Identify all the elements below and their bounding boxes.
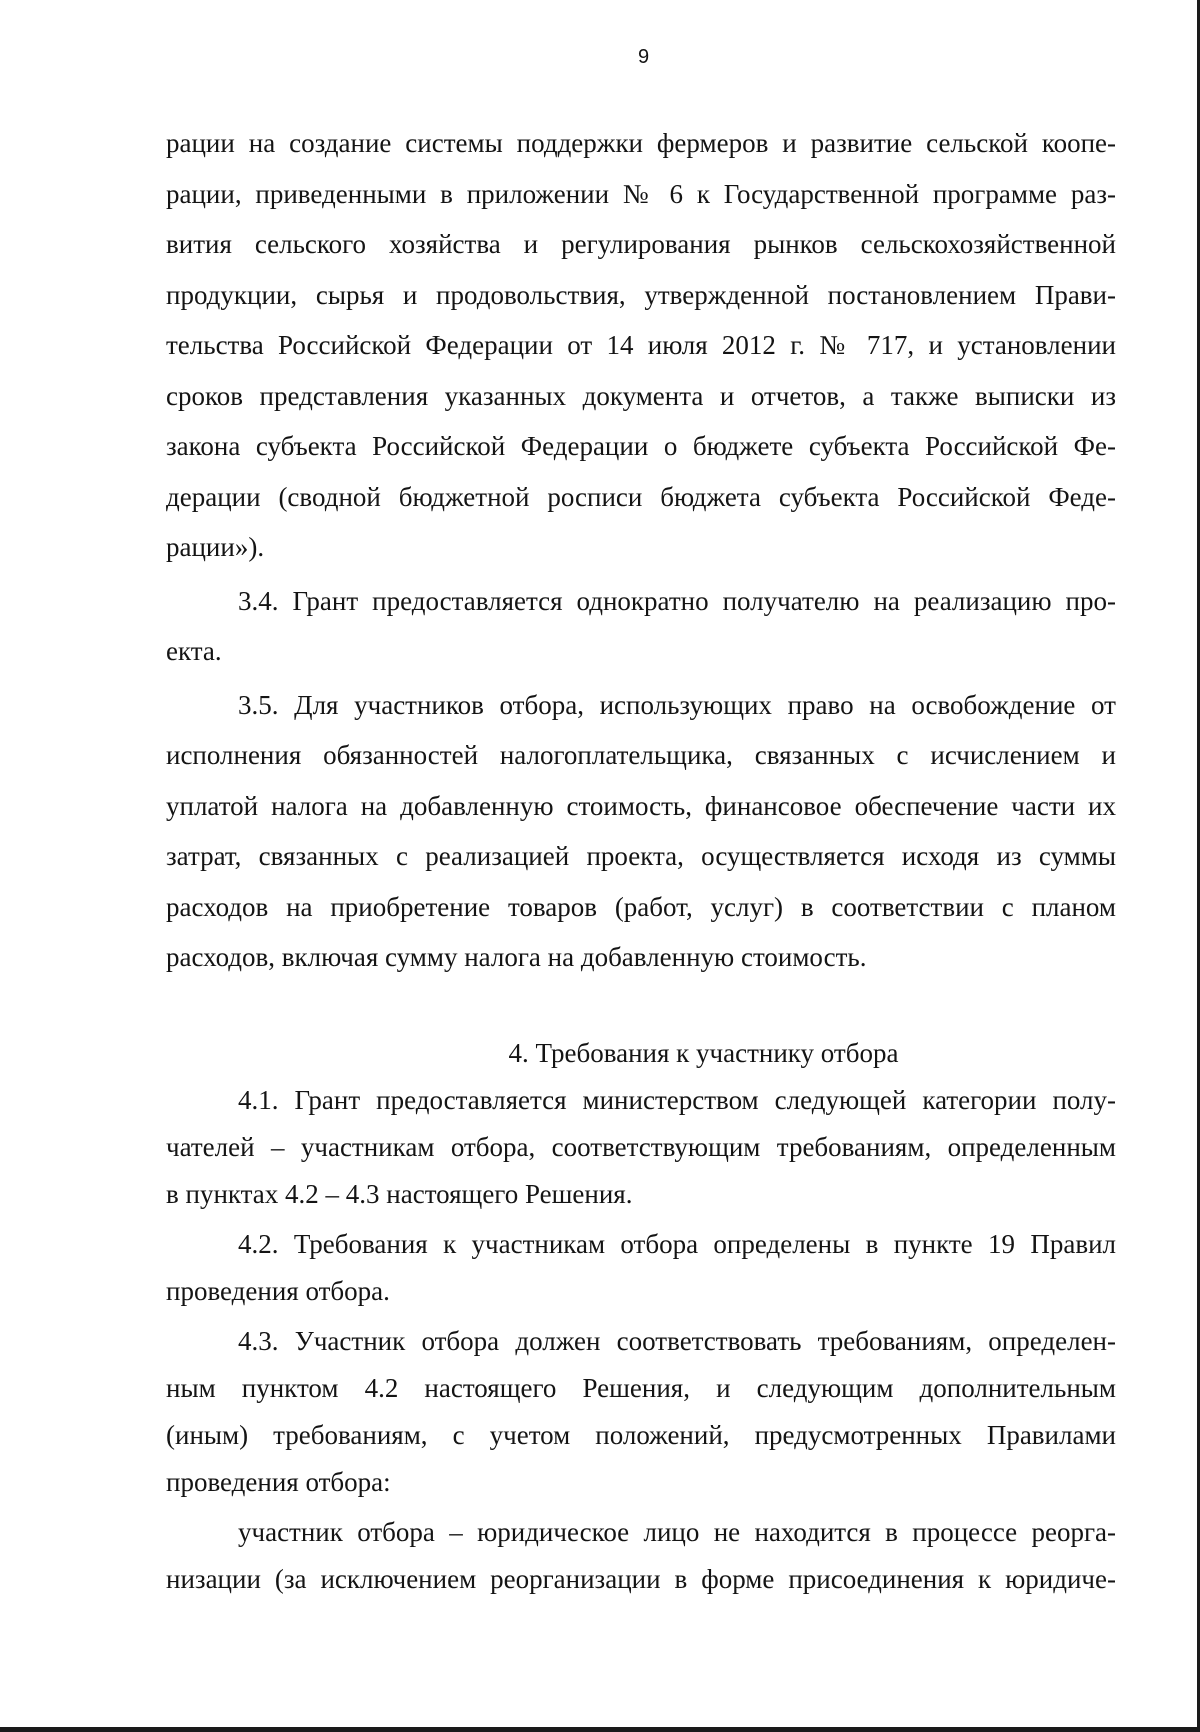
- text-line: затрат, связанных с реализацией проекта, осуществляется исходя из суммы: [166, 841, 1116, 871]
- text-line: 3.5. Для участников отбора, использующих право на освобождение от: [238, 689, 1116, 720]
- text-line: чателей – участникам отбора, соответствующим требованиям, определенным: [166, 1131, 1116, 1162]
- text-line: исполнения обязанностей налогоплательщика, связанных с исчислением и: [166, 740, 1116, 770]
- text-line: ным пунктом 4.2 настоящего Решения, и следующим дополнительным: [166, 1372, 1116, 1403]
- text-line: дерации (сводной бюджетной росписи бюджета субъекта Российской Феде-: [166, 481, 1116, 512]
- text-line: проведения отбора:: [166, 1466, 391, 1497]
- text-line: (иным) требованиям, с учетом положений, предусмотренных Правилами: [166, 1419, 1116, 1450]
- paragraph-4-3: [166, 1318, 1116, 1506]
- paragraph-participant: [166, 1509, 1116, 1603]
- text-line: 4.2. Требования к участникам отбора определены в пункте 19 Правил: [238, 1228, 1116, 1259]
- text-line: расходов на приобретение товаров (работ, услуг) в соответствии с планом: [166, 891, 1116, 922]
- text-line: 3.4. Грант предоставляется однократно получателю на реализацию про-: [238, 585, 1116, 616]
- page-number: 9: [637, 46, 650, 68]
- text-line: сроков представления указанных документа и отчетов, а также выписки из: [166, 380, 1116, 411]
- paragraph-continuation: [166, 118, 1116, 573]
- text-line: рации, приведенными в приложении № 6 к Государственной программе раз-: [166, 178, 1116, 209]
- text-line: рации на создание системы поддержки фермеров и развитие сельской коопе-: [166, 128, 1116, 158]
- text-line: тельства Российской Федерации от 14 июля 2012 г. № 717, и установлении: [166, 330, 1116, 360]
- text-line: в пунктах 4.2 – 4.3 настоящего Решения.: [166, 1178, 633, 1209]
- scan-border-bottom: [0, 1727, 1200, 1732]
- text-line: екта.: [166, 636, 222, 666]
- text-line: расходов, включая сумму налога на добавленную стоимость.: [166, 942, 867, 972]
- paragraph-3-4: [166, 576, 1116, 677]
- paragraph-3-5: [166, 680, 1116, 983]
- section-heading: 4. Требования к участнику отбора: [508, 1037, 899, 1068]
- text-line: 4.3. Участник отбора должен соответствовать требованиям, определен-: [238, 1325, 1116, 1356]
- text-line: участник отбора – юридическое лицо не находится в процессе реорга-: [238, 1516, 1116, 1547]
- text-line: продукции, сырья и продовольствия, утвержденной постановлением Прави-: [166, 279, 1116, 310]
- text-line: проведения отбора.: [166, 1275, 390, 1306]
- text-line: вития сельского хозяйства и регулирования рынков сельскохозяйственной: [166, 229, 1116, 259]
- document-body: [166, 118, 1116, 1603]
- text-line: уплатой налога на добавленную стоимость, финансовое обеспечение части их: [166, 790, 1116, 821]
- text-line: рации»).: [166, 532, 265, 562]
- text-line: низации (за исключением реорганизации в форме присоединения к юридиче-: [166, 1563, 1116, 1594]
- paragraph-4-1: [166, 1077, 1116, 1218]
- text-line: закона субъекта Российской Федерации о бюджете субъекта Российской Фе-: [166, 431, 1116, 461]
- text-line: 4.1. Грант предоставляется министерством следующей категории полу-: [238, 1084, 1116, 1115]
- paragraph-4-2: [166, 1221, 1116, 1315]
